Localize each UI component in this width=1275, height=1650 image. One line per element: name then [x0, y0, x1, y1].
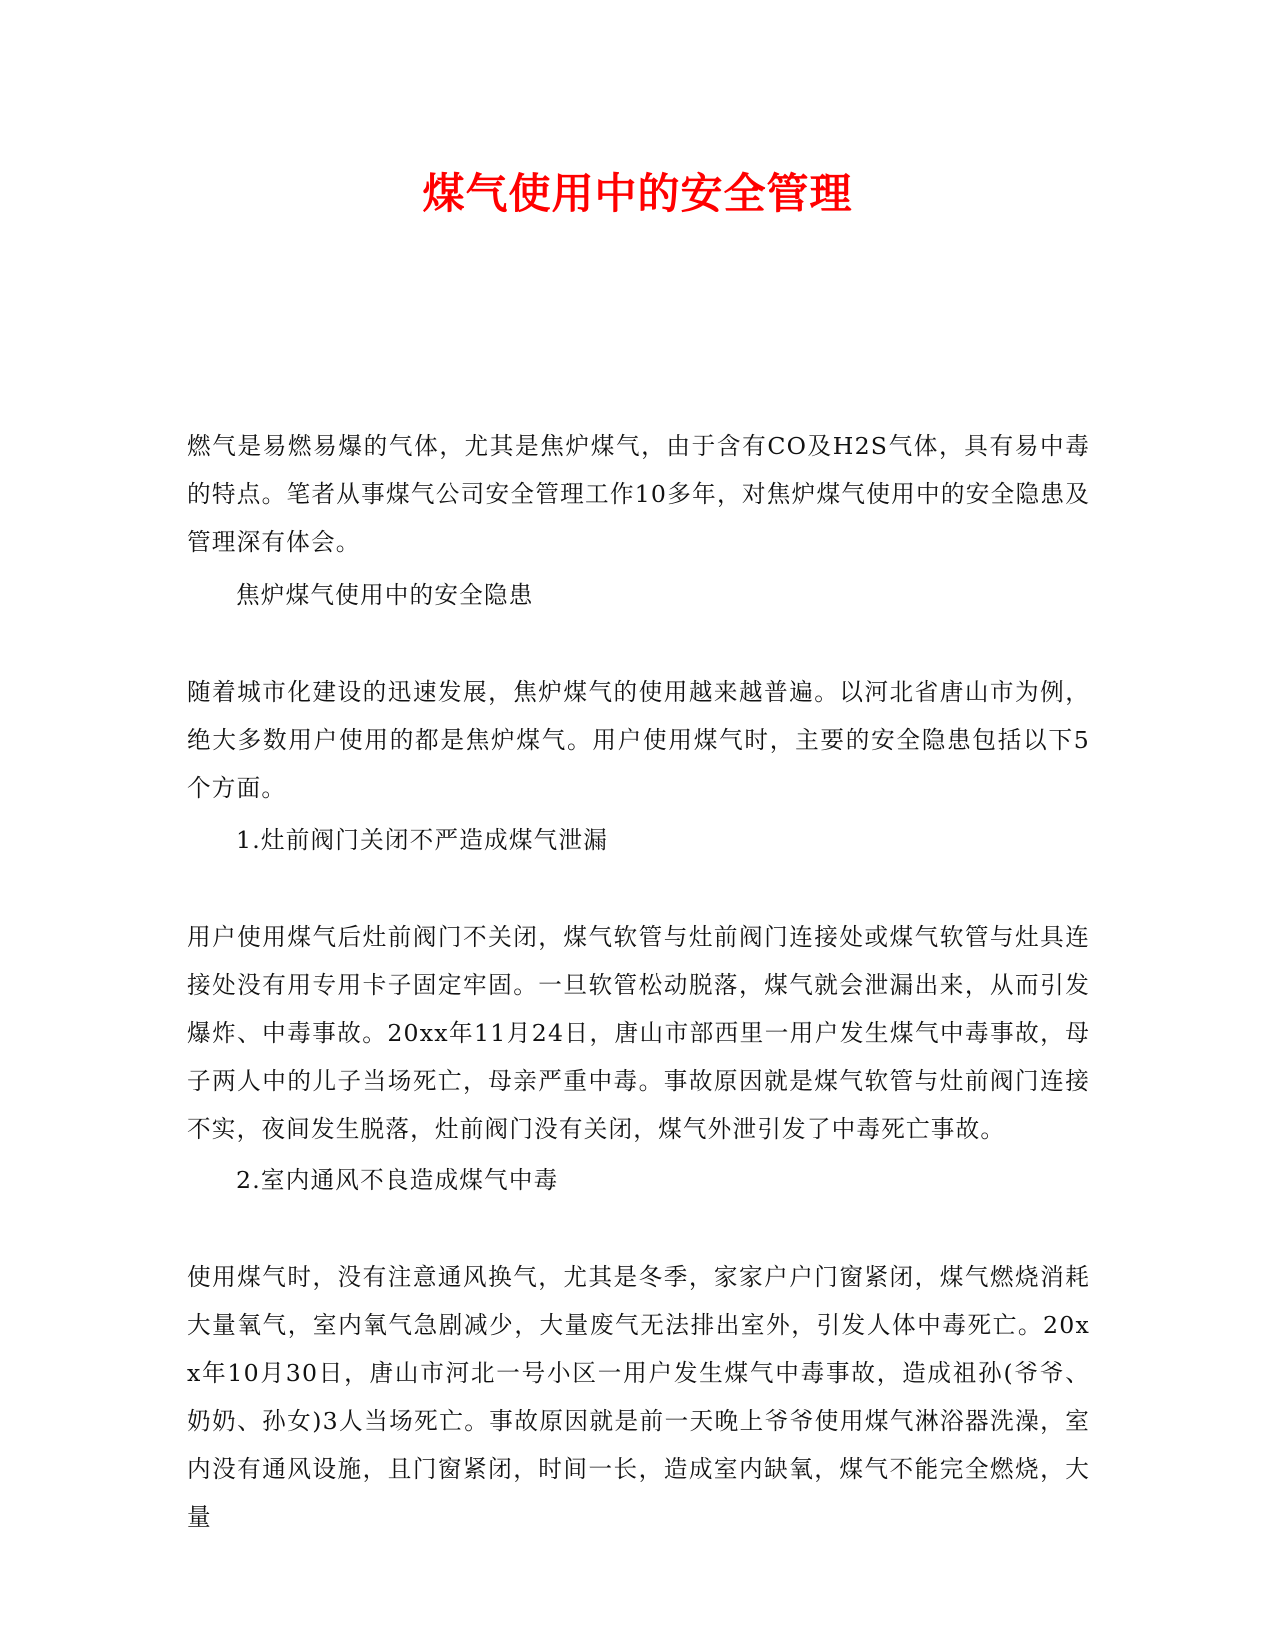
valve-leak-paragraph: 用户使用煤气后灶前阀门不关闭，煤气软管与灶前阀门连接处或煤气软管与灶具连接处没有用专用卡子固定牢固。一旦软管松动脱落，煤气就会泄漏出来，从而引发爆炸、中毒事故。20xx年11月24日，唐山市部西里一用户发生煤气中毒事故，母子两人中的儿子当场死亡，母亲严重中毒。事故原因就是煤气软管与灶前阀门连接不实，夜间发生脱落，灶前阀门没有关闭，煤气外泄引发了中毒死亡事故。 [187, 923, 1090, 1143]
ventilation-paragraph: 使用煤气时，没有注意通风换气，尤其是冬季，家家户户门窗紧闭，煤气燃烧消耗大量氧气，室内氧气急剧减少，大量废气无法排出室外，引发人体中毒死亡。20xx年10月30日，唐山市河北一号小区一用户发生煤气中毒事故，造成祖孙(爷爷、奶奶、孙女)3人当场死亡。事故原因就是前一天晚上爷爷使用煤气淋浴器洗澡，室内没有通风设施，且门窗紧闭，时间一长，造成室内缺氧，煤气不能完全燃烧，大量 [187, 1263, 1090, 1531]
hazards-paragraph: 随着城市化建设的迅速发展，焦炉煤气的使用越来越普遍。以河北省唐山市为例，绝大多数用户使用的都是焦炉煤气。用户使用煤气时，主要的安全隐患包括以下5个方面。 [187, 678, 1090, 802]
section-heading-hazards: 焦炉煤气使用中的安全隐患 [236, 581, 534, 609]
item-heading-valve-leak: 1.灶前阀门关闭不严造成煤气泄漏 [236, 826, 609, 854]
intro-paragraph: 燃气是易燃易爆的气体，尤其是焦炉煤气，由于含有CO及H2S气体，具有易中毒的特点。笔者从事煤气公司安全管理工作10多年，对焦炉煤气使用中的安全隐患及管理深有体会。 [187, 432, 1090, 556]
document-title: 煤气使用中的安全管理 [422, 169, 853, 218]
item-heading-ventilation: 2.室内通风不良造成煤气中毒 [236, 1166, 559, 1194]
